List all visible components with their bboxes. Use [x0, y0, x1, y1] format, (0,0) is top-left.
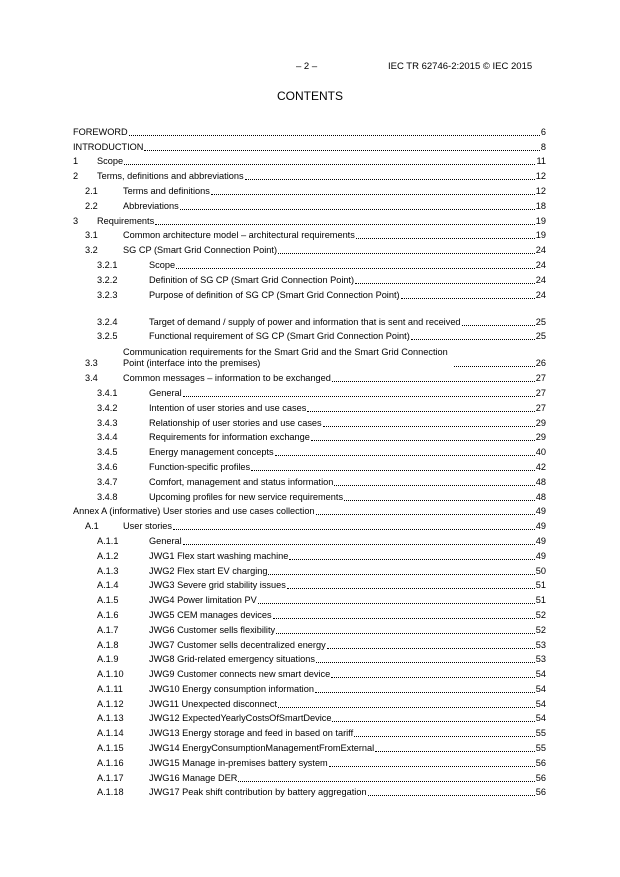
toc-entry-number: 2.1 [85, 185, 98, 196]
toc-dot-leader [268, 574, 534, 575]
toc-dot-leader [332, 381, 535, 382]
toc-entry-number: A.1.2 [97, 550, 119, 561]
toc-entry-title: JWG14 EnergyConsumptionManagementFromExternal [149, 743, 375, 754]
toc-entry-title: Requirements [97, 215, 155, 226]
toc-entry-title: Requirements for information exchange [149, 432, 310, 443]
toc-entry-page: 25 [535, 316, 546, 327]
toc-entry-title: Terms, definitions and abbreviations [97, 171, 244, 182]
toc-entry[interactable] [73, 458, 546, 473]
standard-reference: IEC TR 62746-2:2015 © IEC 2015 [388, 61, 533, 72]
toc-dot-leader [276, 633, 535, 634]
page-title: CONTENTS [277, 89, 343, 103]
toc-entry-title: Upcoming profiles for new service requirements [149, 491, 344, 502]
toc-entry-number: A.1.14 [97, 728, 124, 739]
toc-entry-title: JWG1 Flex start washing machine [149, 550, 289, 561]
toc-entry[interactable] [73, 562, 546, 577]
toc-entry-page: 29 [535, 417, 546, 428]
toc-dot-leader [316, 662, 535, 663]
toc-entry[interactable] [73, 286, 546, 301]
toc-entry-page: 27 [535, 387, 546, 398]
toc-entry-number: A.1.4 [97, 580, 119, 591]
toc-entry-number: 3.3 [85, 358, 98, 369]
toc-entry-page: 24 [535, 259, 546, 270]
toc-entry-number: A.1.6 [97, 609, 119, 620]
toc-dot-leader [183, 396, 535, 397]
toc-entry-page: 54 [535, 683, 546, 694]
toc-entry-page: 19 [535, 230, 546, 241]
toc-dot-leader [211, 194, 535, 195]
toc-entry-number: 3.4.6 [97, 461, 118, 472]
toc-entry[interactable] [73, 256, 546, 271]
toc-entry-number: 3.4.5 [97, 447, 118, 458]
toc-dot-leader [238, 781, 534, 782]
toc-entry-page: 49 [535, 550, 546, 561]
toc-entry-number: 3.1 [85, 230, 98, 241]
toc-entry-page: 50 [535, 565, 546, 576]
toc-entry-number: 3.4.3 [97, 417, 118, 428]
toc-entry[interactable] [73, 532, 546, 547]
toc-entry-page: 56 [535, 757, 546, 768]
toc-entry-page: 26 [535, 358, 546, 369]
toc-entry-page: 54 [535, 669, 546, 680]
toc-entry[interactable] [73, 606, 546, 621]
toc-dot-leader [401, 298, 535, 299]
toc-entry-page: 56 [535, 772, 546, 783]
toc-dot-leader [180, 209, 535, 210]
toc-entry[interactable] [73, 429, 546, 444]
toc-entry-number: A.1.15 [97, 743, 124, 754]
toc-entry-page: 54 [535, 713, 546, 724]
toc-entry-title: Relationship of user stories and use cases [149, 417, 322, 428]
toc-entry[interactable] [73, 123, 546, 138]
toc-entry-number: 3.4.2 [97, 402, 118, 413]
toc-entry[interactable] [73, 212, 546, 227]
toc-entry-number: A.1.18 [97, 787, 124, 798]
toc-entry-title: JWG10 Energy consumption information [149, 683, 314, 694]
toc-dot-leader [355, 283, 535, 284]
table-of-contents [73, 123, 546, 798]
toc-dot-leader [287, 588, 535, 589]
toc-dot-leader [273, 618, 535, 619]
toc-dot-leader [289, 559, 534, 560]
toc-entry[interactable] [73, 665, 546, 680]
toc-entry-page: 56 [535, 787, 546, 798]
toc-dot-leader [334, 485, 534, 486]
toc-entry-page: 51 [535, 595, 546, 606]
toc-entry[interactable] [73, 710, 546, 725]
toc-entry[interactable] [73, 680, 546, 695]
toc-entry[interactable] [73, 241, 546, 256]
toc-entry-page: 42 [535, 461, 546, 472]
toc-dot-leader [315, 692, 535, 693]
toc-entry-title: Abbreviations [123, 200, 179, 211]
toc-entry-title: Functional requirement of SG CP (Smart Grid Connection Point) [149, 331, 410, 342]
toc-dot-leader [375, 751, 535, 752]
toc-entry-number: A.1.17 [97, 772, 124, 783]
toc-dot-leader [411, 339, 535, 340]
toc-entry-number: A.1.8 [97, 639, 119, 650]
toc-entry-number: 3 [73, 215, 79, 226]
toc-entry-page: 11 [536, 156, 546, 167]
toc-entry[interactable] [73, 271, 546, 286]
toc-entry-title: JWG11 Unexpected disconnect [149, 698, 278, 709]
toc-entry-number: 3.4.8 [97, 491, 118, 502]
toc-entry-title: Target of demand / supply of power and information that is sent and received [149, 316, 461, 327]
toc-entry[interactable] [73, 301, 546, 328]
toc-dot-leader [332, 721, 534, 722]
toc-entry-page: 24 [535, 289, 546, 300]
toc-entry-number: 3.4.1 [97, 387, 118, 398]
toc-entry[interactable] [73, 651, 546, 666]
toc-entry-number: A.1.13 [97, 713, 124, 724]
toc-entry-number: A.1.11 [97, 683, 123, 694]
toc-entry-title: JWG2 Flex start EV charging [149, 565, 268, 576]
toc-entry-title: Function-specific profiles [149, 461, 251, 472]
toc-dot-leader [258, 603, 535, 604]
toc-entry-number: 3.2.5 [97, 331, 118, 342]
toc-entry-title: JWG15 Manage in-premises battery system [149, 757, 328, 768]
toc-entry-number: A.1.5 [97, 595, 119, 606]
toc-entry-title: INTRODUCTION [73, 141, 144, 152]
toc-entry-title: Definition of SG CP (Smart Grid Connection Point) [149, 274, 355, 285]
toc-entry[interactable] [73, 724, 546, 739]
toc-entry-number: 3.4.4 [97, 432, 118, 443]
toc-entry-title: JWG13 Energy storage and feed in based on tariff [149, 728, 354, 739]
toc-entry[interactable] [73, 695, 546, 710]
toc-entry-number: A.1.12 [97, 698, 124, 709]
toc-entry-page: 29 [535, 432, 546, 443]
toc-entry[interactable] [73, 153, 546, 168]
toc-entry-title: JWG6 Customer sells flexibility [149, 624, 276, 635]
toc-entry[interactable] [73, 182, 546, 197]
toc-dot-leader [278, 707, 535, 708]
toc-dot-leader [245, 179, 535, 180]
toc-entry[interactable] [73, 517, 546, 532]
toc-entry[interactable] [73, 197, 546, 212]
toc-entry[interactable] [73, 384, 546, 399]
toc-entry-page: 6 [540, 126, 546, 137]
toc-dot-leader [129, 135, 540, 136]
toc-entry[interactable] [73, 784, 546, 799]
toc-entry-page: 25 [535, 331, 546, 342]
toc-entry-page: 49 [535, 521, 546, 532]
toc-entry-page: 52 [535, 609, 546, 620]
toc-entry-page: 52 [535, 624, 546, 635]
toc-entry[interactable] [73, 443, 546, 458]
toc-dot-leader [124, 164, 535, 165]
toc-dot-leader [311, 440, 535, 441]
toc-entry-title: Intention of user stories and use cases [149, 402, 307, 413]
toc-entry-title: Scope [149, 259, 176, 270]
toc-dot-leader [331, 677, 535, 678]
toc-entry-title: General [149, 387, 182, 398]
toc-entry[interactable] [73, 167, 546, 182]
toc-entry-title: Purpose of definition of SG CP (Smart Grid Connection Point) [149, 289, 400, 300]
toc-entry-page: 53 [535, 654, 546, 665]
toc-entry-title: JWG9 Customer connects new smart device [149, 669, 331, 680]
toc-dot-leader [354, 736, 535, 737]
toc-entry-page: 27 [535, 402, 546, 413]
toc-entry-title: JWG4 Power limitation PV [149, 595, 257, 606]
toc-entry-page: 27 [535, 373, 546, 384]
toc-dot-leader [323, 426, 535, 427]
toc-entry-number: 3.2.2 [97, 274, 118, 285]
toc-entry-number: 2.2 [85, 200, 98, 211]
toc-dot-leader [307, 411, 534, 412]
toc-entry-page: 53 [535, 639, 546, 650]
toc-entry-title: Comfort, management and status information [149, 476, 334, 487]
toc-dot-leader [462, 325, 535, 326]
toc-entry-number: A.1.16 [97, 757, 124, 768]
toc-dot-leader [183, 544, 535, 545]
toc-entry-page: 55 [535, 743, 546, 754]
toc-entry-title: Scope [97, 156, 124, 167]
toc-entry-page: 19 [535, 215, 546, 226]
toc-entry-number: A.1.1 [97, 535, 119, 546]
toc-entry-page: 12 [535, 185, 546, 196]
toc-entry[interactable] [73, 547, 546, 562]
toc-entry-number: 3.2 [85, 245, 98, 256]
toc-entry-title: JWG16 Manage DER [149, 772, 238, 783]
toc-entry[interactable] [73, 503, 546, 518]
toc-entry-page: 48 [535, 476, 546, 487]
toc-entry-title: Communication requirements for the Smart Grid and the Smart Grid Connection Point (interface into the premises) [123, 347, 448, 369]
toc-entry-number: 3.4.7 [97, 476, 118, 487]
toc-entry[interactable] [73, 227, 546, 242]
toc-entry-number: 3.4 [85, 373, 98, 384]
toc-dot-leader [155, 224, 535, 225]
toc-entry[interactable] [73, 342, 546, 369]
toc-entry-number: 1 [73, 156, 79, 167]
toc-entry-page: 12 [535, 171, 546, 182]
toc-dot-leader [173, 529, 535, 530]
toc-entry[interactable] [73, 488, 546, 503]
toc-dot-leader [275, 455, 535, 456]
toc-entry[interactable] [73, 591, 546, 606]
toc-dot-leader [327, 648, 535, 649]
toc-entry-title: SG CP (Smart Grid Connection Point) [123, 245, 278, 256]
toc-entry[interactable] [73, 399, 546, 414]
toc-entry-page: 49 [535, 506, 546, 517]
toc-entry-number: A.1.7 [97, 624, 119, 635]
toc-dot-leader [251, 470, 535, 471]
toc-entry-title: Terms and definitions [123, 185, 210, 196]
toc-entry-title: JWG7 Customer sells decentralized energy [149, 639, 326, 650]
toc-entry-page: 40 [535, 447, 546, 458]
toc-entry-page: 24 [535, 274, 546, 285]
toc-entry-title: JWG3 Severe grid stability issues [149, 580, 286, 591]
toc-entry-number: A.1.10 [97, 669, 124, 680]
toc-entry-title: Annex A (informative) User stories and use cases collection [73, 506, 315, 517]
toc-entry-number: 3.2.3 [97, 289, 118, 300]
toc-entry-title: FOREWORD [73, 126, 128, 137]
page-number: – 2 – [296, 61, 318, 72]
toc-entry-title: JWG8 Grid-related emergency situations [149, 654, 315, 665]
toc-dot-leader [368, 795, 535, 796]
toc-entry-title: JWG12 ExpectedYearlyCostsOfSmartDevice [149, 713, 332, 724]
toc-entry-number: 3.2.1 [97, 259, 118, 270]
toc-entry[interactable] [73, 369, 546, 384]
toc-entry[interactable] [73, 473, 546, 488]
toc-entry-number: A.1.3 [97, 565, 119, 576]
toc-entry-title: JWG5 CEM manages devices [149, 609, 272, 620]
toc-dot-leader [278, 253, 535, 254]
toc-entry-title: General [149, 535, 182, 546]
toc-entry-number: 2 [73, 171, 79, 182]
toc-entry-page: 48 [535, 491, 546, 502]
toc-dot-leader [176, 268, 535, 269]
toc-entry-page: 55 [535, 728, 546, 739]
toc-dot-leader [316, 514, 535, 515]
toc-entry-number: A.1.9 [97, 654, 119, 665]
toc-dot-leader [144, 150, 539, 151]
toc-entry-page: 24 [535, 245, 546, 256]
toc-dot-leader [344, 500, 535, 501]
toc-entry[interactable] [73, 138, 546, 153]
toc-entry-title: Energy management concepts [149, 447, 274, 458]
toc-entry[interactable] [73, 636, 546, 651]
toc-entry[interactable] [73, 739, 546, 754]
toc-entry-page: 49 [535, 535, 546, 546]
toc-entry-title: Common architecture model – architectural requirements [123, 230, 355, 241]
toc-dot-leader [454, 366, 535, 367]
toc-entry-page: 8 [540, 141, 546, 152]
toc-entry-number: 3.2.4 [97, 316, 118, 327]
toc-entry[interactable] [73, 414, 546, 429]
toc-entry-page: 51 [535, 580, 546, 591]
toc-entry-page: 54 [535, 698, 546, 709]
toc-dot-leader [356, 238, 535, 239]
toc-entry-number: A.1 [85, 521, 99, 532]
toc-entry[interactable] [73, 577, 546, 592]
toc-entry[interactable] [73, 328, 546, 343]
toc-entry-title: JWG17 Peak shift contribution by battery aggregation [149, 787, 367, 798]
toc-entry[interactable] [73, 769, 546, 784]
toc-dot-leader [329, 766, 535, 767]
toc-entry[interactable] [73, 754, 546, 769]
toc-entry-title: User stories [123, 521, 173, 532]
toc-entry-page: 18 [535, 200, 546, 211]
toc-entry-title: Common messages – information to be exchanged [123, 373, 331, 384]
toc-entry[interactable] [73, 621, 546, 636]
